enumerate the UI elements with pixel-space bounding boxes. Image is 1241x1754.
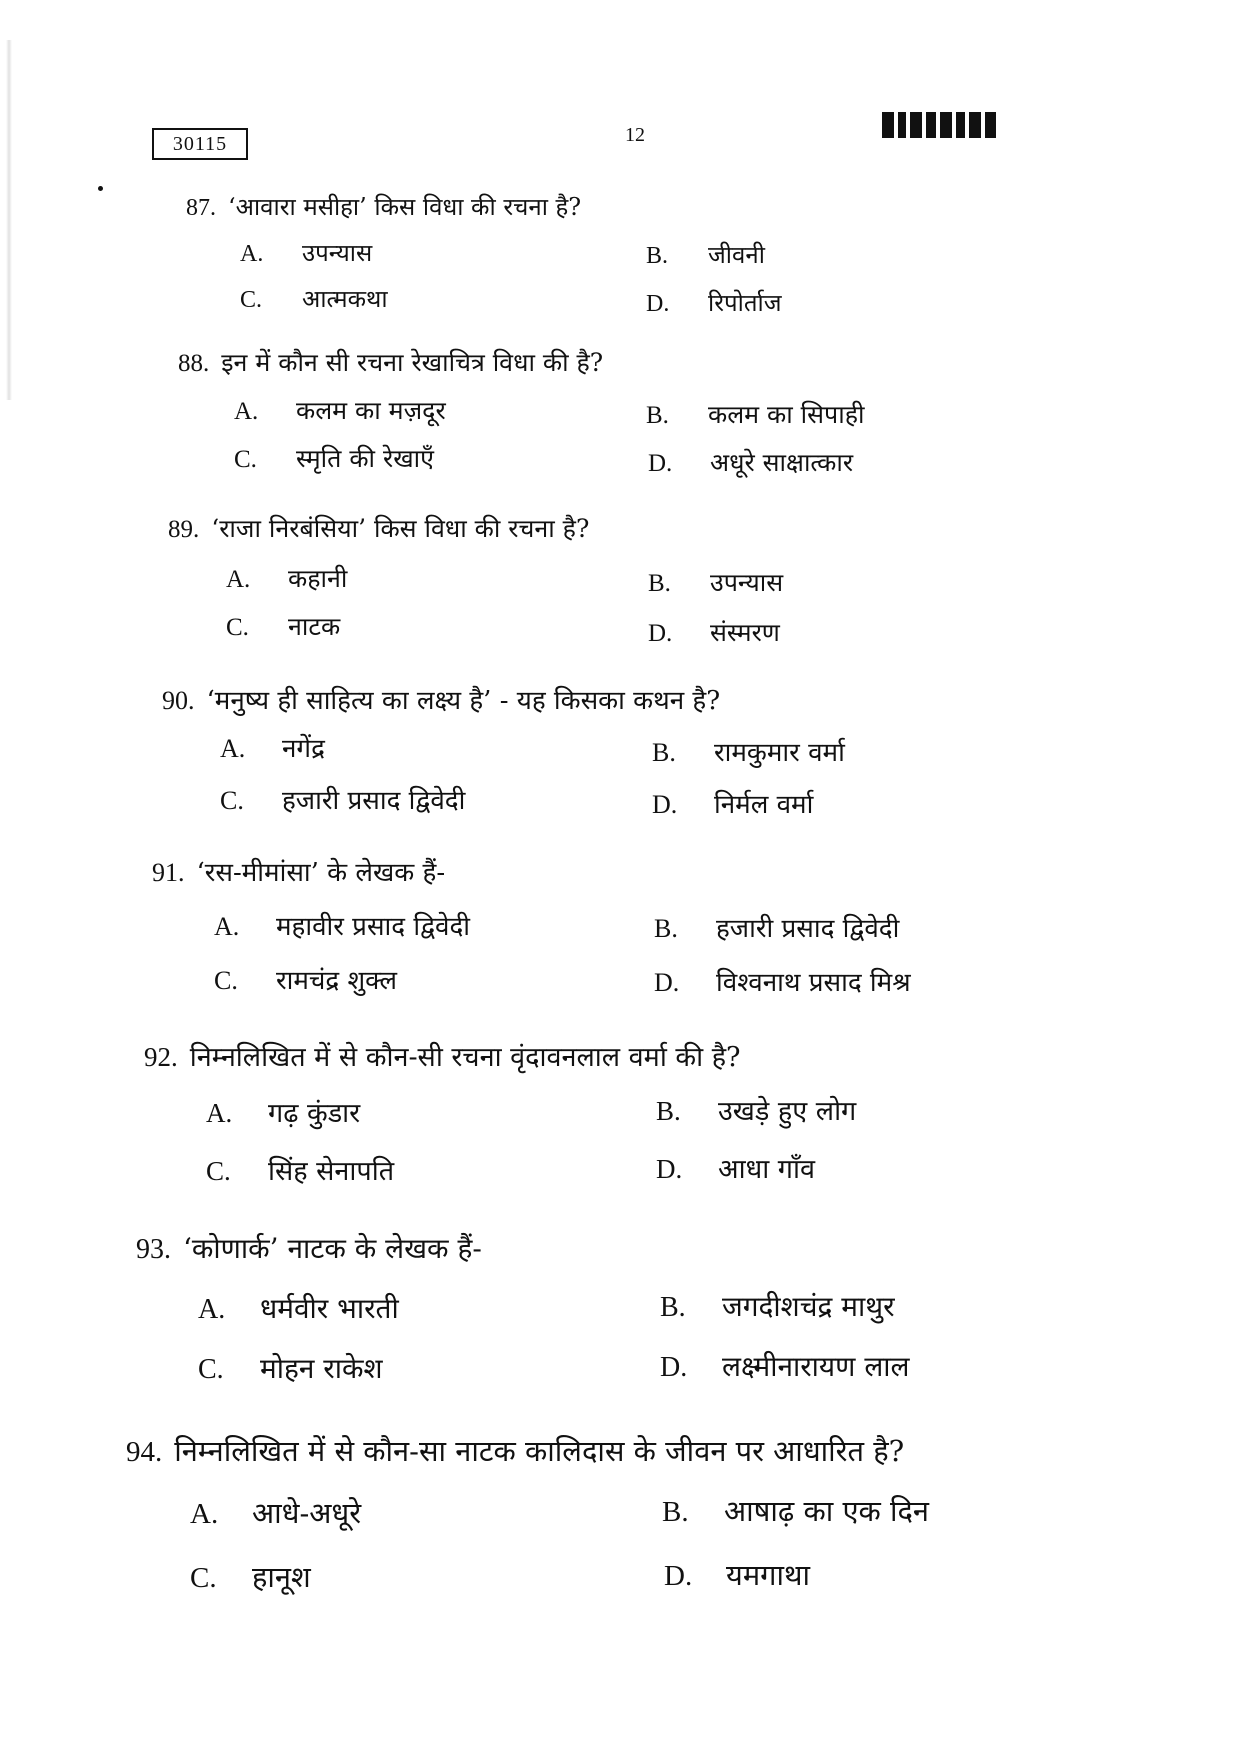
option-letter: C. <box>214 966 238 995</box>
option-letter: D. <box>652 790 678 819</box>
option-89-d <box>648 616 780 651</box>
option-letter: A. <box>198 1294 226 1325</box>
option-letter: B. <box>648 570 671 597</box>
option-letter: D. <box>656 1154 683 1184</box>
option-letter: A. <box>220 734 246 763</box>
question-number: 91. <box>152 858 185 887</box>
option-91-b <box>654 912 899 946</box>
question-number: 94. <box>126 1436 163 1468</box>
option-letter: B. <box>654 914 678 943</box>
option-94-c <box>190 1560 311 1595</box>
question-94 <box>126 1434 904 1469</box>
option-text: जगदीशचंद्र माथुर <box>722 1290 895 1323</box>
option-94-d <box>664 1558 810 1593</box>
option-letter: C. <box>206 1156 231 1186</box>
option-text: महावीर प्रसाद द्विवेदी <box>276 912 471 942</box>
option-text: लक्ष्मीनारायण लाल <box>722 1350 910 1383</box>
option-letter: A. <box>190 1498 219 1530</box>
option-text: सिंह सेनापति <box>268 1156 395 1187</box>
option-text: नाटक <box>288 612 341 641</box>
question-92 <box>144 1040 741 1075</box>
option-90-c <box>220 784 465 818</box>
option-letter: D. <box>646 291 670 317</box>
option-94-a <box>190 1496 361 1531</box>
option-text: कलम का मज़दूर <box>296 396 446 425</box>
question-text: ‘कोणार्क’ नाटक के लेखक हैं- <box>183 1232 482 1265</box>
option-letter: B. <box>662 1496 689 1528</box>
option-93-a <box>198 1292 399 1327</box>
page-number: 12 <box>625 124 645 146</box>
question-text: ‘रस-मीमांसा’ के लेखक हैं- <box>196 858 446 888</box>
option-text: उखड़े हुए लोग <box>718 1096 857 1127</box>
option-letter: A. <box>214 912 240 941</box>
option-90-a <box>220 732 325 766</box>
option-text: उपन्यास <box>710 568 784 597</box>
option-93-b <box>660 1290 895 1325</box>
option-letter: A. <box>234 398 259 425</box>
option-87-c <box>240 282 388 317</box>
option-letter: C. <box>190 1562 217 1594</box>
option-text: अधूरे साक्षात्कार <box>710 448 854 477</box>
option-letter: D. <box>654 968 680 997</box>
option-92-c <box>206 1154 394 1189</box>
option-text: रामचंद्र शुक्ल <box>276 966 397 996</box>
option-88-a <box>234 394 446 429</box>
option-text: आधा गाँव <box>718 1154 815 1185</box>
option-letter: A. <box>206 1098 233 1128</box>
option-text: कलम का सिपाही <box>708 400 865 429</box>
option-text: हानूश <box>252 1560 311 1594</box>
question-text: निम्नलिखित में से कौन-सी रचना वृंदावनलाल वर्मा की है? <box>189 1042 741 1073</box>
option-87-d <box>646 286 782 321</box>
question-number: 88. <box>178 350 210 377</box>
option-93-d <box>660 1350 910 1385</box>
option-92-a <box>206 1096 360 1131</box>
option-text: हजारी प्रसाद द्विवेदी <box>282 786 466 816</box>
option-letter: B. <box>652 738 676 767</box>
question-number: 87. <box>186 195 216 221</box>
question-90 <box>162 684 720 718</box>
option-letter: A. <box>240 241 264 267</box>
option-88-d <box>648 446 853 481</box>
question-93 <box>136 1232 482 1267</box>
option-text: गढ़ कुंडार <box>268 1098 361 1129</box>
option-text: निर्मल वर्मा <box>714 790 814 820</box>
option-text: आत्मकथा <box>302 285 388 313</box>
option-92-d <box>656 1152 815 1187</box>
option-91-c <box>214 964 397 998</box>
option-letter: C. <box>240 287 263 313</box>
option-letter: B. <box>656 1096 681 1126</box>
question-number: 90. <box>162 686 195 715</box>
option-text: विश्वनाथ प्रसाद मिश्र <box>716 968 911 998</box>
option-text: स्मृति की रेखाएँ <box>296 444 434 473</box>
option-89-c <box>226 610 340 645</box>
option-90-b <box>652 736 845 770</box>
option-text: संस्मरण <box>710 618 780 647</box>
question-89 <box>168 512 589 547</box>
option-text: रिपोर्ताज <box>708 289 782 317</box>
option-letter: C. <box>234 446 257 473</box>
question-number: 89. <box>168 516 200 543</box>
option-text: कहानी <box>288 564 348 593</box>
option-letter: C. <box>198 1354 224 1385</box>
option-text: उपन्यास <box>302 239 373 267</box>
option-text: रामकुमार वर्मा <box>714 738 845 768</box>
option-91-d <box>654 966 911 1000</box>
option-text: हजारी प्रसाद द्विवेदी <box>716 914 900 944</box>
question-text: निम्नलिखित में से कौन-सा नाटक कालिदास के जीवन पर आधारित है? <box>174 1434 905 1468</box>
question-text: ‘मनुष्य ही साहित्य का लक्ष्य है’ - यह किसका कथन है? <box>206 686 721 716</box>
option-93-c <box>198 1352 383 1387</box>
option-letter: B. <box>646 402 669 429</box>
option-text: यमगाथा <box>726 1558 811 1592</box>
option-text: धर्मवीर भारती <box>260 1292 399 1325</box>
question-number: 93. <box>136 1234 171 1265</box>
option-89-a <box>226 562 347 597</box>
option-text: आधे-अधूरे <box>252 1496 362 1530</box>
question-text: ‘राजा निरबंसिया’ किस विधा की रचना है? <box>211 514 590 543</box>
barcode-mark <box>882 112 996 138</box>
scan-edge-shadow <box>6 40 12 400</box>
option-letter: B. <box>660 1292 686 1323</box>
stray-mark <box>98 186 103 191</box>
question-88 <box>178 346 603 381</box>
question-text: ‘आवारा मसीहा’ किस विधा की रचना है? <box>228 193 582 221</box>
option-letter: D. <box>648 450 673 477</box>
option-letter: B. <box>646 243 669 269</box>
option-89-b <box>648 566 783 601</box>
paper-code-box: 30115 <box>152 128 248 160</box>
option-text: आषाढ़ का एक दिन <box>724 1494 929 1528</box>
option-text: नगेंद्र <box>282 734 325 764</box>
option-91-a <box>214 910 470 944</box>
option-letter: C. <box>220 786 244 815</box>
question-text: इन में कौन सी रचना रेखाचित्र विधा की है? <box>221 348 604 377</box>
option-letter: C. <box>226 614 249 641</box>
question-number: 92. <box>144 1042 178 1072</box>
option-88-c <box>234 442 434 477</box>
option-text: जीवनी <box>708 241 765 269</box>
option-88-b <box>646 398 864 433</box>
option-87-a <box>240 236 372 271</box>
option-letter: D. <box>664 1560 693 1592</box>
option-letter: A. <box>226 566 251 593</box>
question-87 <box>186 190 581 225</box>
option-92-b <box>656 1094 856 1129</box>
option-letter: D. <box>660 1352 688 1383</box>
option-letter: D. <box>648 620 673 647</box>
option-94-b <box>662 1494 929 1529</box>
question-91 <box>152 856 445 890</box>
option-90-d <box>652 788 813 822</box>
option-text: मोहन राकेश <box>260 1352 383 1385</box>
option-87-b <box>646 238 765 273</box>
